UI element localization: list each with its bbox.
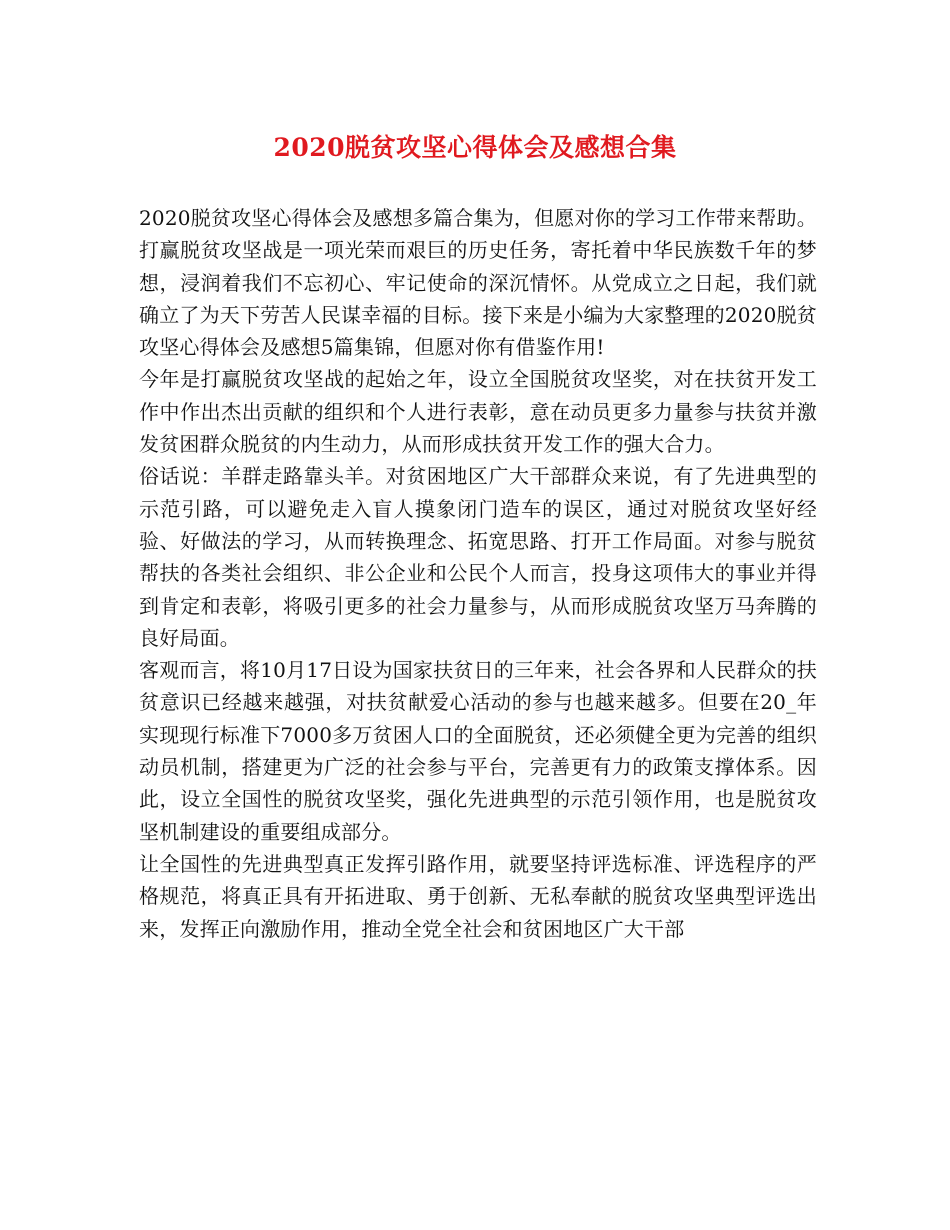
document-title: 2020脱贫攻坚心得体会及感想合集	[273, 133, 677, 162]
document-body	[139, 202, 817, 945]
paragraph-5: 客观而言，将10月17日设为国家扶贫日的三年来，社会各界和人民群众的扶贫意识已经越来越强，对扶贫献爱心活动的参与也越来越多。但要在20_年实现现行标准下7000多万贫困人口的全面脱贫，还必须健全更为完善的组织动员机制，搭建更为广泛的社会参与平台，完善更有力的政策支撑体系。因此，设立全国性的脱贫攻坚奖，强化先进典型的示范引领作用，也是脱贫攻坚机制建设的重要组成部分。	[139, 658, 817, 844]
paragraph-4: 俗话说：羊群走路靠头羊。对贫困地区广大干部群众来说，有了先进典型的示范引路，可以避免走入盲人摸象闭门造车的误区，通过对脱贫攻坚好经验、好做法的学习，从而转换理念、拓宽思路、打开工作局面。对参与脱贫帮扶的各类社会组织、非公企业和公民个人而言，投身这项伟大的事业并得到肯定和表彰，将吸引更多的社会力量参与，从而形成脱贫攻坚万马奔腾的良好局面。	[139, 464, 817, 650]
paragraph-intro: 2020脱贫攻坚心得体会及感想多篇合集为，但愿对你的学习工作带来帮助。	[139, 206, 817, 230]
paragraph-2: 打赢脱贫攻坚战是一项光荣而艰巨的历史任务，寄托着中华民族数千年的梦想，浸润着我们不忘初心、牢记使命的深沉情怀。从党成立之日起，我们就确立了为天下劳苦人民谋幸福的目标。接下来是小编为大家整理的2020脱贫攻坚心得体会及感想5篇集锦，但愿对你有借鉴作用!	[139, 238, 817, 360]
paragraph-3: 今年是打赢脱贫攻坚战的起始之年，设立全国脱贫攻坚奖，对在扶贫开发工作中作出杰出贡献的组织和个人进行表彰，意在动员更多力量参与扶贫并激发贫困群众脱贫的内生动力，从而形成扶贫开发工作的强大合力。	[139, 367, 817, 457]
paragraph-6: 让全国性的先进典型真正发挥引路作用，就要坚持评选标准、评选程序的严格规范，将真正具有开拓进取、勇于创新、无私奉献的脱贫攻坚典型评选出来，发挥正向激励作用，推动全党全社会和贫困地区广大干部	[139, 851, 817, 941]
